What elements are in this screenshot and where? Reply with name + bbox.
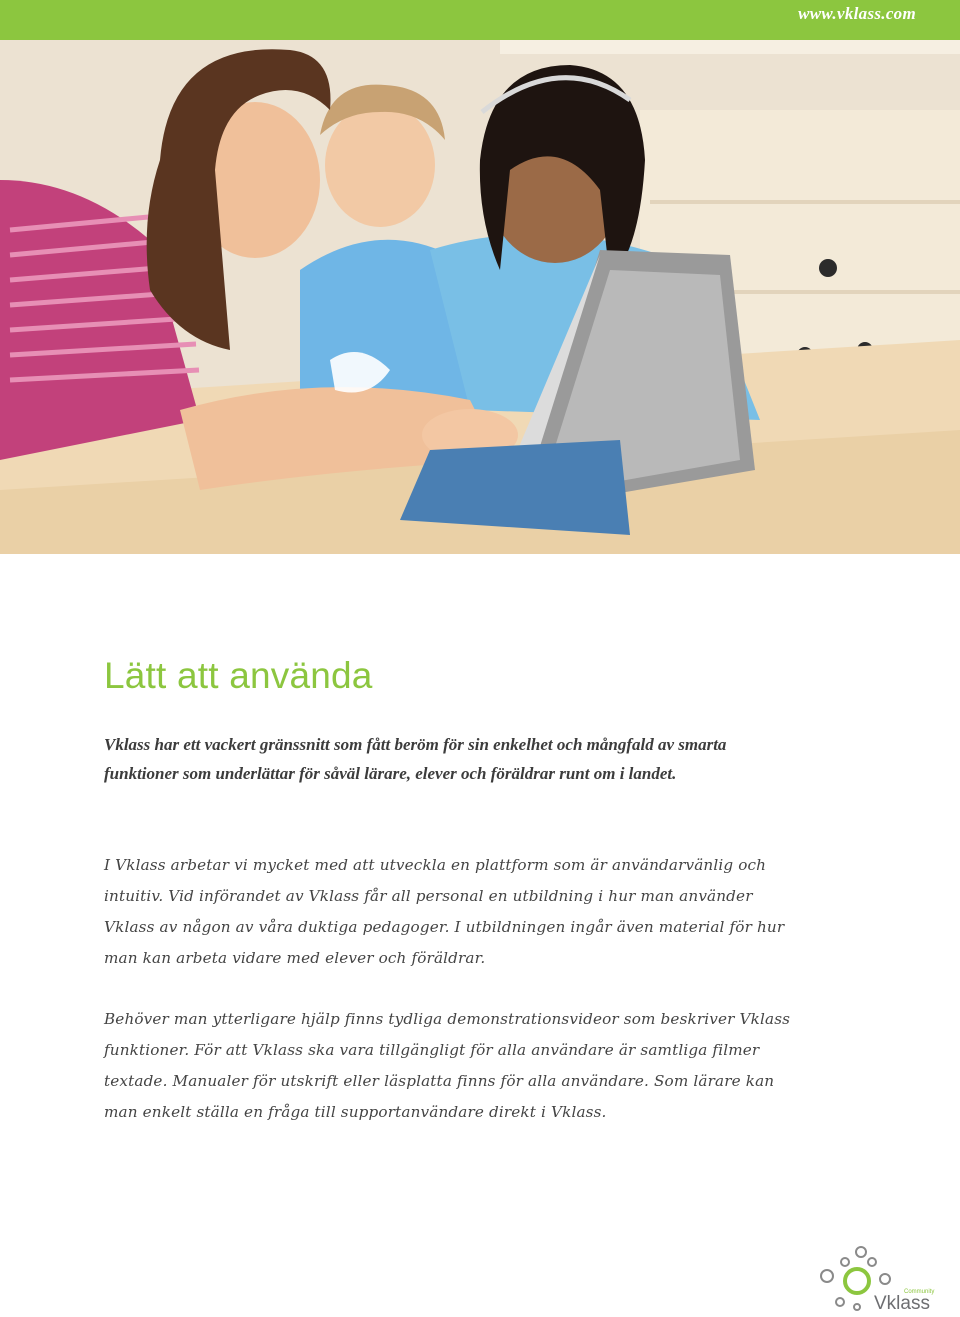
- logo-wordmark: Vklass: [874, 1293, 930, 1314]
- children-with-tablet-photo-icon: [0, 40, 960, 554]
- page-title: Lätt att använda: [104, 655, 373, 696]
- hero-photo: [0, 40, 960, 554]
- body-paragraph-2: Behöver man ytterligare hjälp finns tydliga demonstrationsvideor som beskriver Vklass funktioner. För att Vklass ska vara tillgängligt för alla användare är samtliga filmer textade. Manualer för utskrift eller läsplatta finns för alla användare. Som lärare kan man enkelt ställa en fråga till supportanvändare direkt i Vklass.: [104, 1010, 791, 1121]
- website-url[interactable]: www.vklass.com: [798, 4, 916, 23]
- lead-paragraph: Vklass har ett vackert gränssnitt som fått beröm för sin enkelhet och mångfald av smarta funktioner som underlättar för såväl lärare, elever och föräldrar runt om i landet.: [104, 735, 727, 783]
- header-bar: [0, 0, 960, 40]
- vklass-logo: [812, 1240, 935, 1315]
- logo-subtitle: Community: [904, 1289, 935, 1295]
- body-paragraph-1: I Vklass arbetar vi mycket med att utveckla en plattform som är användarvänlig och intuitiv. Vid införandet av Vklass får all personal en utbildning i hur man använder Vklass av någon av våra duktiga pedagoger. I utbildningen ingår även material för hur man kan arbeta vidare med elever och föräldrar.: [104, 856, 785, 967]
